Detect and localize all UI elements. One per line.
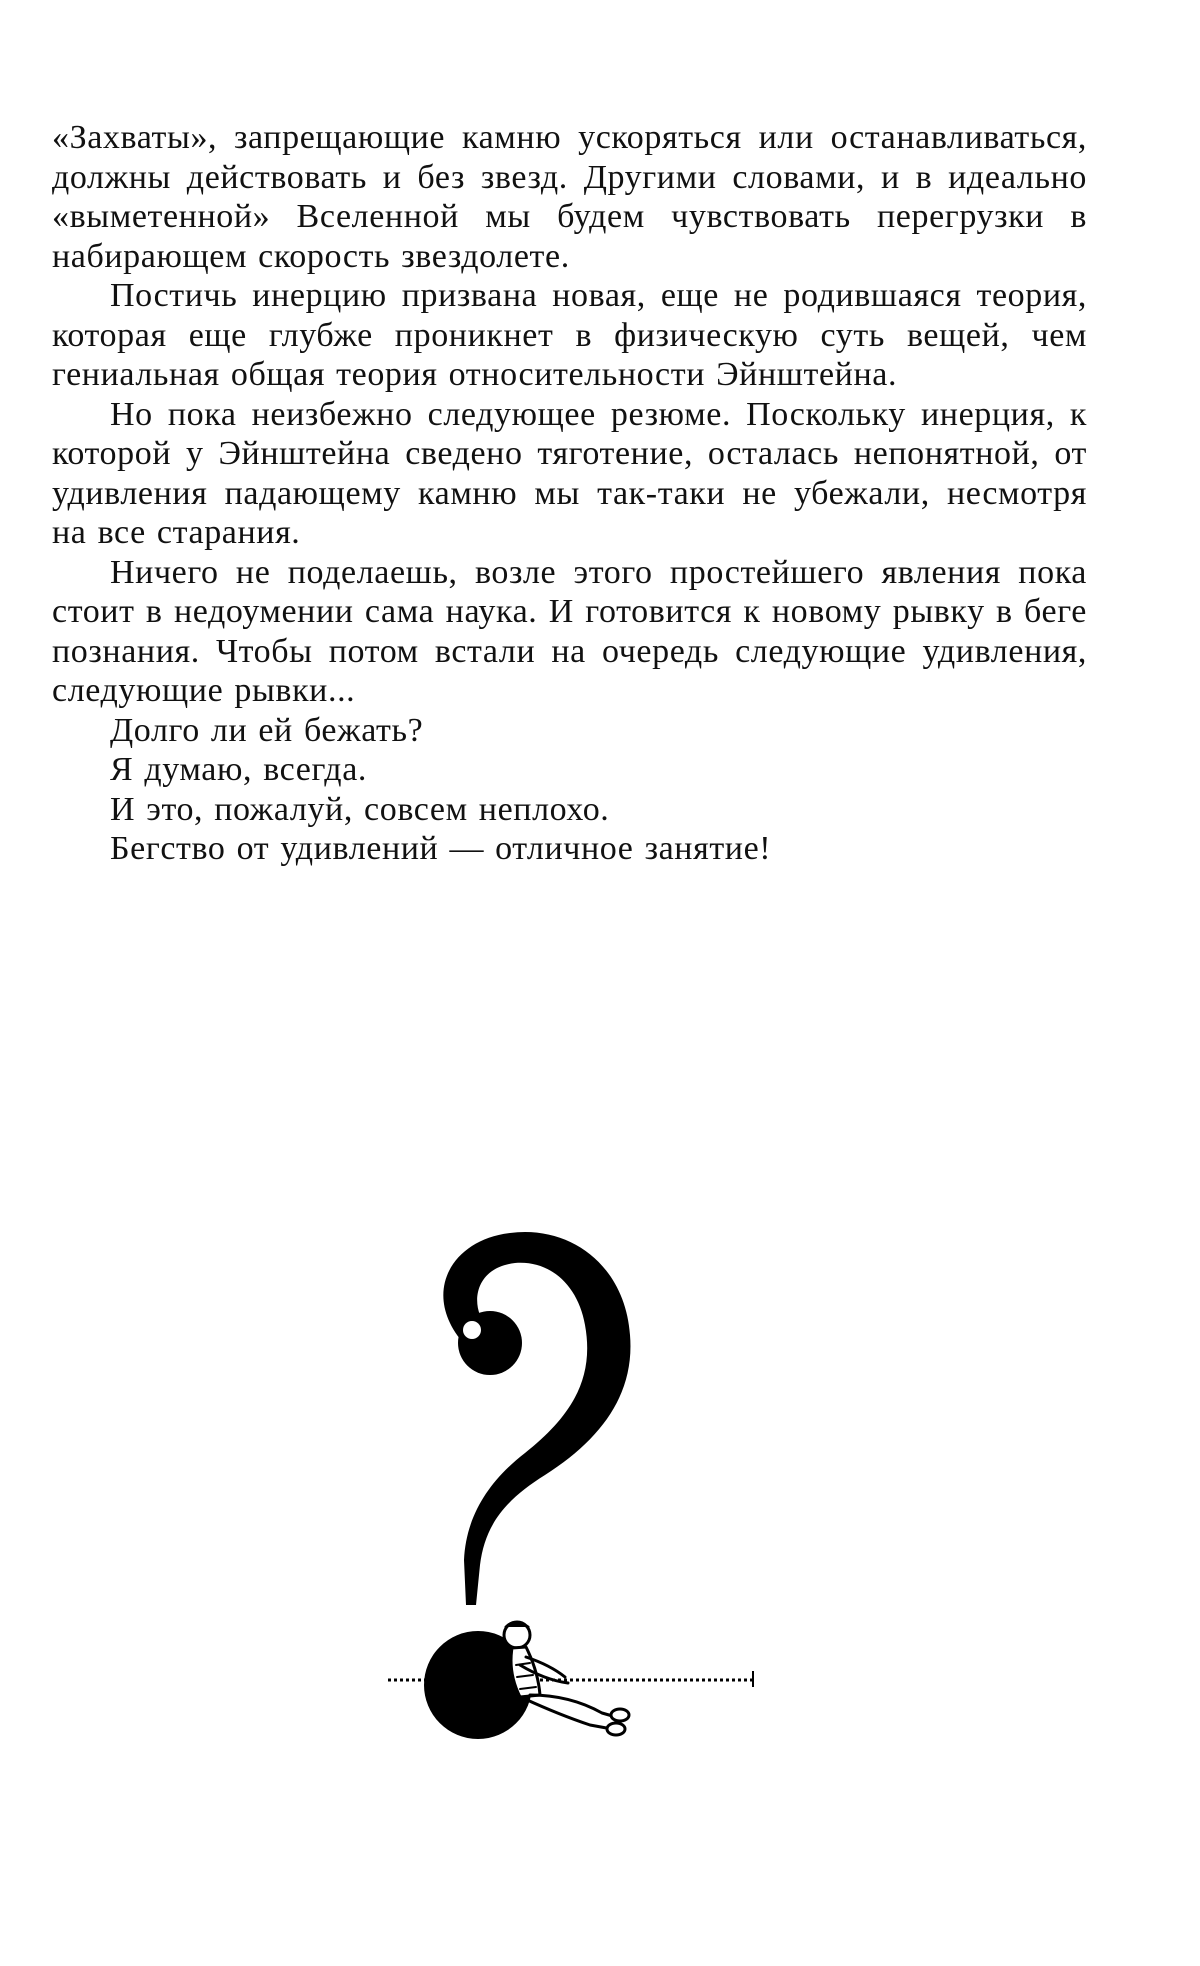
question-mark-with-sitting-figure-icon [380,1225,780,1765]
paragraph-7: И это, пожалуй, совсем неплохо. [110,790,610,828]
paragraph-2: Постичь инерцию призвана новая, еще не родившаяся теория, которая еще глубже проникнет в физическую суть вещей, чем гениальная общая теория относительности Эйнштейна. [52,277,1087,393]
body-text [52,118,1087,869]
paragraph-1: «Захваты», запрещающие камню ускоряться или останавливаться, должны действовать и без звезд. Другими словами, и в идеально «выметенной» Вселенной мы будем чувствовать перегрузки в набирающем скорость звездолете. [52,119,1087,275]
paragraph-8: Бегство от удивлений — отличное занятие! [110,830,772,867]
paragraph-5: Долго ли ей бежать? [110,711,424,749]
paragraph-6: Я думаю, всегда. [110,751,367,788]
paragraph-3: Но пока неизбежно следующее резюме. Поскольку инерция, к которой у Эйнштейна сведено тяготение, осталась непонятной, от удивления падающему камню мы так-таки не убежали, несмотря на все старания. [52,395,1087,551]
paragraph-4: Ничего не поделаешь, возле этого простейшего явления пока стоит в недоумении сама наука. И готовится к новому рывку в беге познания. Чтобы потом встали на очередь следующие удивления, следующие рывки... [52,553,1087,709]
